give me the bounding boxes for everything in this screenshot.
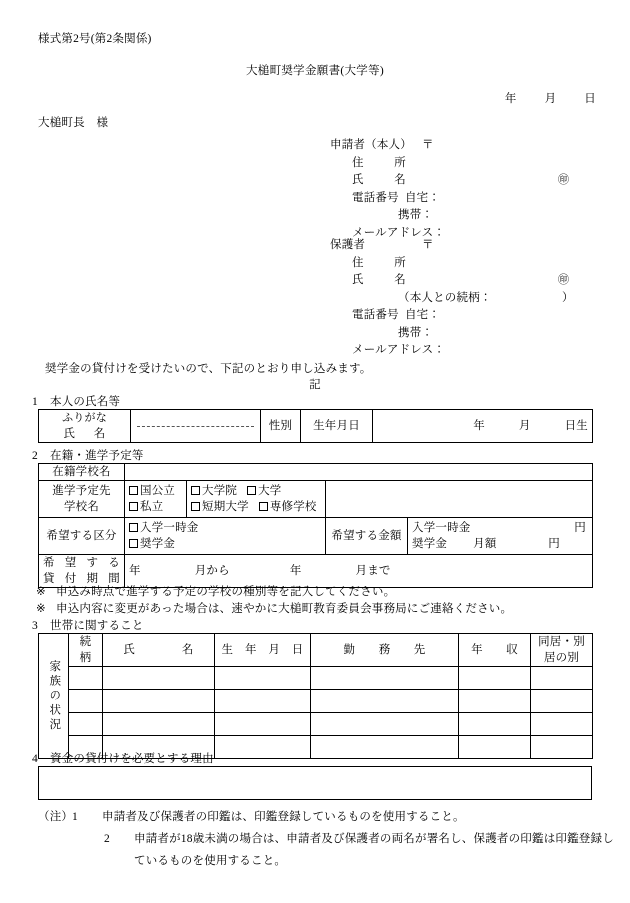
column-header-relation: 続 柄 [69,634,103,667]
amount-monthly-label: 奨学金 [412,538,448,550]
footnote-tag: （注） [38,811,74,823]
applicant-name-header-cell [39,410,131,443]
family-dob-1[interactable] [215,690,311,713]
dob-day-label: 日生 [564,420,588,432]
dob-value[interactable] [373,410,593,443]
guardian-home-phone-label: 自宅： [404,309,441,321]
school-level-options[interactable] [187,481,326,518]
date-year-label: 年 [504,93,517,105]
table-row [39,518,593,555]
checkbox-icon[interactable] [129,539,138,548]
amount-monthly-sub: 月額 [473,538,497,550]
amount-lumpsum-unit: 円 [574,522,586,534]
section1-heading [32,393,120,409]
family-residence-0[interactable] [531,667,593,690]
addressee: 大槌町長 様 [38,117,109,129]
note-mark-icon: ※ [36,603,46,615]
date-month-label: 月 [544,93,557,105]
checkbox-icon[interactable] [129,502,138,511]
period-to-year: 年 [289,565,302,577]
reason-textarea[interactable] [38,766,592,800]
applicant-name-value[interactable] [131,410,261,443]
enrolled-school-value[interactable] [125,464,593,481]
family-residence-1[interactable] [531,690,593,713]
date-day-label: 日 [584,93,596,105]
section2-note-1-text: 申込み時点で進学する予定の学校の種別等を記入してください。 [56,586,396,598]
guardian-mobile-label: 携帯： [398,326,434,339]
family-dob-0[interactable] [215,667,311,690]
period-from-month: 月から [194,565,230,577]
guardian-relation-close: ） [562,291,574,304]
period-to-month: 月まで [355,565,391,577]
amount-monthly-unit: 円 [548,538,560,550]
applicant-postal-mark: 〒 [422,139,434,151]
table-row [39,464,593,481]
guardian-heading: 保護者 [330,239,366,251]
document-title: 大槌町奨学金願書(大学等) [245,65,385,77]
planned-school-name-value[interactable] [326,481,593,518]
section2-title: 在籍・進学予定等 [50,450,144,462]
applicant-phone-row [330,190,445,208]
footnote-2-continuation [134,852,286,868]
section3-heading [32,617,144,633]
guardian-mobile-row [330,325,492,343]
table-row [39,481,593,518]
family-name-1[interactable] [103,690,215,713]
furigana-label: ふりがな [62,412,107,424]
checkbox-icon[interactable] [129,486,138,495]
school-level-option-2[interactable] [191,499,249,515]
applicant-heading-row [330,137,445,155]
table-row [39,713,593,736]
period-from-year: 年 [129,565,141,577]
form-code: 様式第2号(第2条関係) [38,33,152,45]
school-level-option-1[interactable] [247,483,281,499]
family-residence-2[interactable] [531,713,593,736]
guardian-email-label: メールアドレス： [352,344,446,356]
family-income-1[interactable] [459,690,531,713]
family-workplace-0[interactable] [311,667,459,690]
school-level-option-3-label: 専修学校 [269,501,317,513]
applicant-heading: 申請者（本人） [330,139,412,151]
column-header-workplace: 勤 務 先 [311,634,459,667]
school-level-option-3[interactable] [259,499,317,515]
guardian-name-label: 氏名 [352,274,406,286]
section4-heading [32,750,214,766]
family-relation-1[interactable] [69,690,103,713]
family-residence-3[interactable] [531,736,593,759]
applicant-block [330,137,570,242]
dob-year-label: 年 [473,420,485,432]
category-option-0[interactable] [129,520,321,536]
section4-title: 資金の貸付けを必要とする理由 [50,753,214,765]
family-workplace-2[interactable] [311,713,459,736]
family-workplace-1[interactable] [311,690,459,713]
footnote-1-index: 1 [72,811,78,823]
footnote-1-line-0: 申請者及び保護者の印鑑は、印鑑登録しているものを使用すること。 [102,811,465,823]
school-level-option-0[interactable] [191,483,237,499]
amount-monthly-row[interactable] [412,536,588,552]
section2-number: 2 [32,450,38,462]
section3-number: 3 [32,620,38,632]
footnote-2-index: 2 [104,833,110,845]
amount-lumpsum-row[interactable] [412,520,588,536]
category-option-1[interactable] [129,536,321,552]
dob-label: 生年月日 [301,410,373,443]
table-row [39,690,593,713]
amount-value[interactable] [408,518,593,555]
applicant-address-label: 住所 [352,156,406,169]
planned-school-label [39,481,125,518]
guardian-postal-mark: 〒 [422,239,434,251]
applicant-home-phone-label: 自宅： [404,191,441,204]
school-level-option-0-label: 大学院 [202,485,238,497]
section2-note-2-text: 申込内容に変更があった場合は、速やかに大槌町教育委員会事務局にご連絡ください。 [56,603,513,615]
table-header-row [39,634,593,667]
guardian-heading-row [330,237,492,255]
furigana-divider [137,426,254,427]
amount-label: 希望する金額 [326,518,408,555]
checkbox-icon[interactable] [129,523,138,532]
planned-school-label-line1: 進学予定先 [52,485,111,497]
footnote-2 [104,830,614,846]
ki-mark: 記 [309,379,321,391]
school-type-option-0-label: 国公立 [140,485,176,497]
gender-label: 性別 [261,410,301,443]
table-row [39,667,593,690]
section1-number: 1 [32,396,38,408]
family-income-2[interactable] [459,713,531,736]
section1-table [38,409,593,443]
guardian-phone-label: 電話番号 [352,309,399,321]
family-name-0[interactable] [103,667,215,690]
period-label-line1: 希望する [43,557,120,569]
guardian-relation-label: （本人との続柄： [398,291,492,304]
guardian-seal-mark: ㊞ [558,274,570,286]
applicant-name-row [330,172,570,190]
checkbox-icon[interactable] [259,502,268,511]
checkbox-icon[interactable] [247,486,256,495]
category-label: 希望する区分 [39,518,125,555]
applicant-mobile-label: 携帯： [398,209,434,221]
family-name-2[interactable] [103,713,215,736]
family-relation-0[interactable] [69,667,103,690]
guardian-address-row [330,255,492,273]
column-header-income: 年 収 [459,634,531,667]
column-header-residence: 同居・別 居の別 [531,634,593,667]
school-level-option-2-label: 短期大学 [202,501,249,513]
section2-note-1 [36,583,395,599]
section1-title: 本人の氏名等 [50,396,121,408]
applicant-address-row [330,155,445,173]
school-type-option-0[interactable] [129,483,182,499]
checkbox-icon[interactable] [191,502,200,511]
family-workplace-3[interactable] [311,736,459,759]
school-type-option-1-label: 私立 [140,501,164,513]
school-type-options[interactable] [125,481,187,518]
section3-table [38,633,593,759]
family-income-3[interactable] [459,736,531,759]
submission-date-line [505,90,596,106]
section2-heading [32,447,144,463]
school-type-option-1[interactable] [129,499,182,515]
school-level-option-1-label: 大学 [258,485,282,497]
application-statement: 奨学金の貸付けを受けたいので、下記のとおり申し込みます。 [45,363,372,375]
guardian-relation-row [330,290,574,308]
applicant-seal-mark: ㊞ [558,174,570,186]
family-income-0[interactable] [459,667,531,690]
period-label-line2: 貸付期間 [43,573,120,585]
footnote-2-line-0: 申請者が18歳未満の場合は、申請者及び保護者の両名が署名し、保護者の印鑑は印鑑登録し [134,833,614,845]
applicant-phone-label: 電話番号 [352,191,399,204]
name-label: 氏名 [63,428,106,440]
category-options[interactable] [125,518,326,555]
enrolled-school-label: 在籍学校名 [39,464,125,481]
section2-note-2 [36,600,512,616]
footnote-1 [38,808,465,824]
footnote-2-line-1: ているものを使用すること。 [134,855,287,867]
checkbox-icon[interactable] [191,486,200,495]
table-row [39,410,593,443]
applicant-email-label: メールアドレス： [352,226,446,239]
dob-month-label: 月 [518,420,531,432]
column-header-dob: 生 年 月 日 [215,634,311,667]
category-option-1-label: 奨学金 [140,538,176,550]
column-header-name: 氏 名 [103,634,215,667]
applicant-name-label: 氏名 [352,174,406,186]
planned-school-label-line2: 学校名 [63,501,100,513]
section3-title: 世帯に関すること [50,620,144,632]
amount-lumpsum-label: 入学一時金 [412,522,471,534]
guardian-name-row [330,272,570,290]
guardian-block [330,237,574,360]
family-dob-3[interactable] [215,736,311,759]
guardian-email-row [330,342,492,360]
category-option-0-label: 入学一時金 [140,522,199,534]
note-mark-icon: ※ [36,586,46,598]
guardian-phone-row [330,307,492,325]
applicant-mobile-row [330,207,445,225]
section2-table [38,463,593,588]
family-status-side-label: 家族の状況 [39,634,69,759]
guardian-address-label: 住所 [352,256,406,269]
section4-number: 4 [32,753,38,765]
family-relation-2[interactable] [69,713,103,736]
family-dob-2[interactable] [215,713,311,736]
